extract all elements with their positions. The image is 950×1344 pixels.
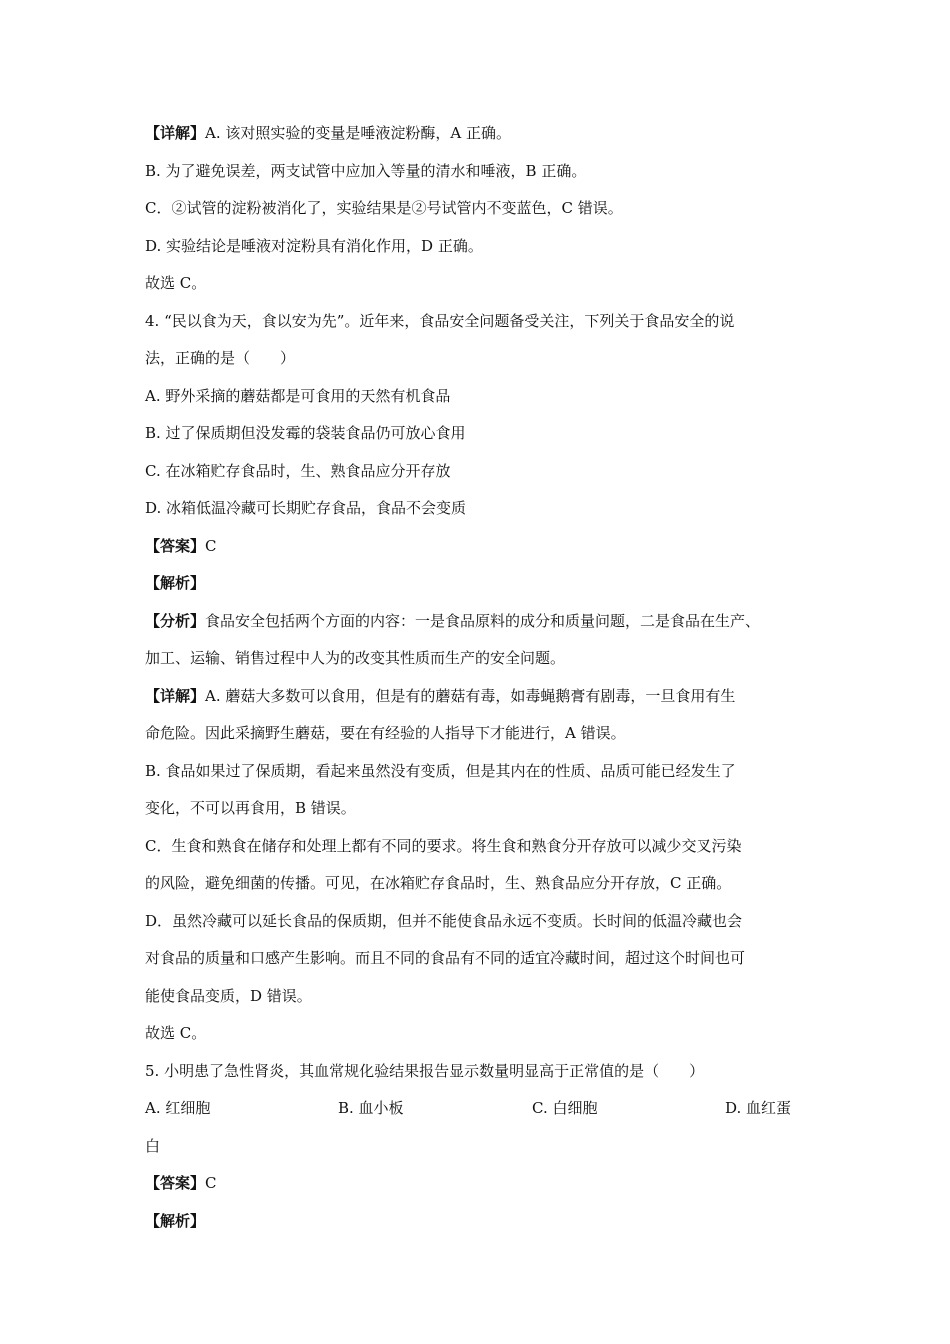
q4-detail-b-line2: 变化，不可以再食用，B 错误。 bbox=[145, 799, 356, 817]
q5-answer bbox=[145, 1173, 810, 1193]
q5-analysis-heading bbox=[145, 1211, 810, 1231]
q4-answer bbox=[145, 536, 810, 556]
q3-conclusion: 故选 C。 bbox=[145, 274, 207, 292]
q4-detail-a-line2: 命危险。因此采摘野生蘑菇，要在有经验的人指导下才能进行，A 错误。 bbox=[145, 724, 626, 742]
q5-option-a: A. 红细胞 bbox=[145, 1099, 211, 1117]
q4-stem-line1: 4. “民以食为天，食以安为先”。近年来，食品安全问题备受关注，下列关于食品安全的说 bbox=[145, 312, 735, 330]
q4-detail-d-line2: 对食品的质量和口感产生影响。而且不同的食品有不同的适宜冷藏时间，超过这个时间也可 bbox=[145, 949, 746, 967]
q5-option-c: C. 白细胞 bbox=[532, 1099, 598, 1117]
q4-detail-a-line1 bbox=[145, 686, 810, 706]
analysis-line1-text: 食品安全包括两个方面的内容：一是食品原料的成分和质量问题，二是食品在生产、 bbox=[205, 612, 761, 630]
q4-detail-c-line1: C．生食和熟食在储存和处理上都有不同的要求。将生食和熟食分开存放可以减少交叉污染 bbox=[145, 837, 742, 855]
q4-analysis-heading bbox=[145, 573, 810, 593]
q4-option-d: D. 冰箱低温冷藏可长期贮存食品，食品不会变质 bbox=[145, 499, 467, 517]
q5-stem: 5. 小明患了急性肾炎，其血常规化验结果报告显示数量明显高于正常值的是（ ） bbox=[145, 1062, 705, 1080]
answer-value: C bbox=[205, 1174, 217, 1192]
q5-option-d-wrap: 白 bbox=[145, 1137, 161, 1155]
q4-detail-a-line1-text: A. 蘑菇大多数可以食用，但是有的蘑菇有毒，如毒蝇鹅膏有剧毒，一旦食用有生 bbox=[205, 687, 736, 705]
q3-detail-d: D. 实验结论是唾液对淀粉具有消化作用，D 正确。 bbox=[145, 237, 483, 255]
answer-tag: 【答案】 bbox=[145, 1174, 206, 1192]
q4-option-b: B. 过了保质期但没发霉的袋装食品仍可放心食用 bbox=[145, 424, 466, 442]
q4-detail-b-line1: B. 食品如果过了保质期，看起来虽然没有变质，但是其内在的性质、品质可能已经发生了 bbox=[145, 762, 736, 780]
answer-tag: 【答案】 bbox=[145, 537, 206, 555]
q4-detail-d-line3: 能使食品变质，D 错误。 bbox=[145, 987, 312, 1005]
q4-option-c: C. 在冰箱贮存食品时，生、熟食品应分开存放 bbox=[145, 462, 451, 480]
analysis-tag: 【解析】 bbox=[145, 1212, 206, 1230]
q4-detail-c-line2: 的风险，避免细菌的传播。可见，在冰箱贮存食品时，生、熟食品应分开存放，C 正确。 bbox=[145, 874, 732, 892]
analysis-tag: 【解析】 bbox=[145, 574, 206, 592]
q3-detail-a-text: A. 该对照实验的变量是唾液淀粉酶，A 正确。 bbox=[205, 124, 511, 142]
detail-tag: 【详解】 bbox=[145, 687, 206, 705]
q4-stem-line2: 法，正确的是（ ） bbox=[145, 349, 296, 367]
q4-analysis-line2: 加工、运输、销售过程中人为的改变其性质而生产的安全问题。 bbox=[145, 649, 566, 667]
analysis-head-tag: 【分析】 bbox=[145, 612, 206, 630]
q3-detail-a bbox=[145, 123, 810, 143]
detail-tag: 【详解】 bbox=[145, 124, 206, 142]
q4-option-a: A. 野外采摘的蘑菇都是可食用的天然有机食品 bbox=[145, 387, 451, 405]
q4-conclusion: 故选 C。 bbox=[145, 1024, 207, 1042]
q5-option-b: B. 血小板 bbox=[338, 1099, 404, 1117]
q4-detail-d-line1: D．虽然冷藏可以延长食品的保质期，但并不能使食品永远不变质。长时间的低温冷藏也会 bbox=[145, 912, 743, 930]
q3-detail-c: C．②试管的淀粉被消化了，实验结果是②号试管内不变蓝色，C 错误。 bbox=[145, 199, 623, 217]
q4-analysis-line1 bbox=[145, 611, 810, 631]
answer-value: C bbox=[205, 537, 217, 555]
q5-option-d: D. 血红蛋 bbox=[725, 1099, 792, 1117]
q3-detail-b: B. 为了避免误差，两支试管中应加入等量的清水和唾液，B 正确。 bbox=[145, 162, 587, 180]
